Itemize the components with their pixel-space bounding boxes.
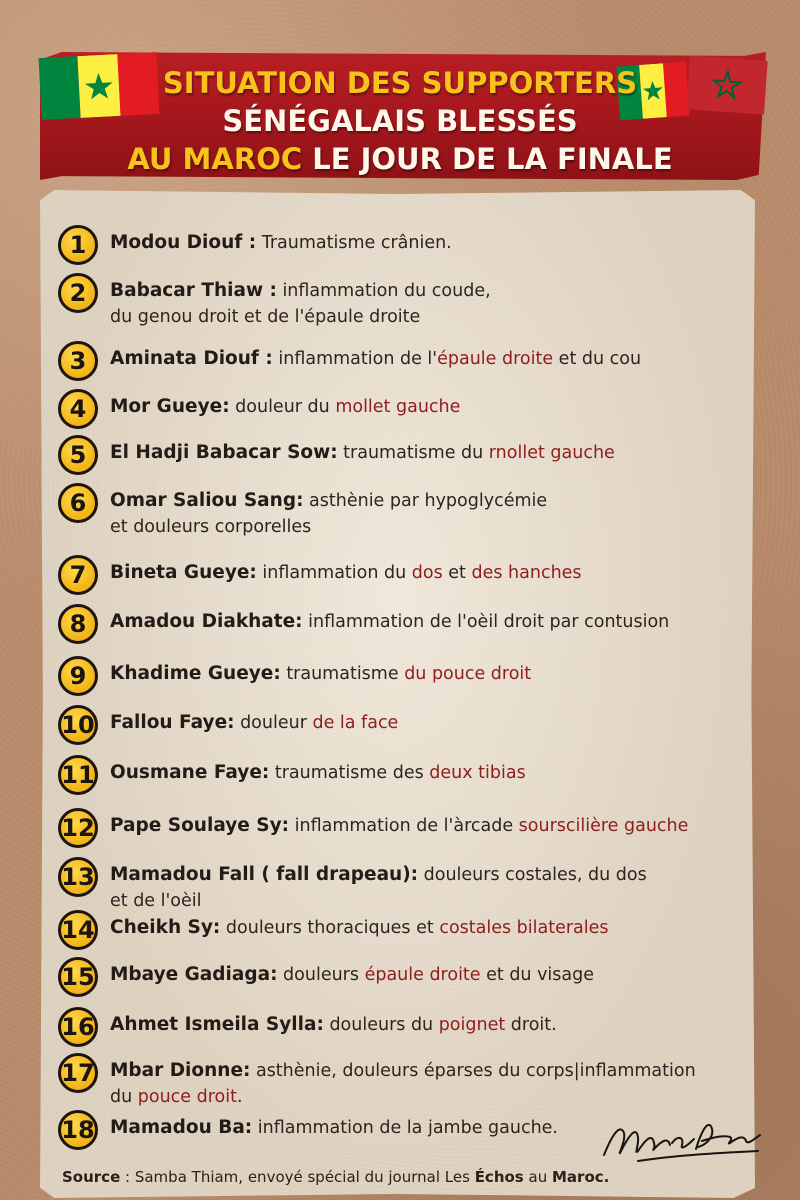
list-item [58,755,748,815]
injury-description: traumatisme du [337,443,489,463]
injury-description: deux tibias [429,763,526,783]
item-text [110,488,746,540]
supporter-name: Bineta Gueye: [110,562,257,583]
supporter-name: Amadou Diakhate: [110,611,303,632]
injury-description: douleurs costales, du dos [418,865,647,885]
injury-description-continued: pouce droit [137,1087,237,1107]
list-item [58,604,748,664]
number-badge: 4 [58,389,98,429]
supporter-name: Ousmane Faye: [110,762,270,783]
injury-description: et du visage [480,965,595,985]
injury-description: douleurs thoraciques [220,918,417,938]
injury-description: épaule droite [364,965,481,985]
item-text [110,1012,746,1038]
title-line-3-highlight: AU MAROC [127,142,303,176]
source-label: Source [62,1168,121,1186]
item-text [110,560,746,586]
item-text [110,346,746,372]
supporter-name: Mamadou Ba: [110,1117,253,1138]
item-text [110,710,746,736]
item-text [110,813,746,839]
injury-description: douleur du [229,397,336,417]
number-badge: 7 [58,555,98,595]
number-badge: 16 [58,1007,98,1047]
injury-description: droit. [505,1015,557,1035]
supporter-name: Modou Diouf : [110,232,257,253]
number-badge: 14 [58,910,98,950]
item-text [110,440,746,466]
list-item [58,483,748,543]
source-text-b: Échos [474,1168,524,1186]
injury-description-continued: du [110,1087,138,1107]
list-item [58,273,748,333]
item-text [110,661,746,687]
number-badge: 13 [58,857,98,897]
injury-description: inflammation de l'àrcade [289,816,519,836]
supporter-name: Mor Gueye: [110,396,230,417]
injury-description: Traumatisme crânien. [256,233,452,253]
injury-description: et [442,563,472,583]
item-text [110,862,746,914]
item-text [110,278,746,330]
title-line-1: SITUATION DES SUPPORTERS [162,66,638,100]
number-badge: 8 [58,604,98,644]
injury-description: traumatisme des [269,763,430,783]
injury-description: costales bilaterales [439,918,609,938]
number-badge: 12 [58,808,98,848]
injury-description-continued: . [236,1087,243,1107]
injury-description: douleurs du [323,1015,439,1035]
number-badge: 3 [58,341,98,381]
injury-description-continued: du genou droit et de l'épaule droite [110,307,421,327]
injury-description: de la face [312,713,399,733]
number-badge: 6 [58,483,98,523]
injury-description: inflammation de l'oèil droit par contusion [302,612,670,632]
list-item [58,1053,748,1113]
title-line-2: SÉNÉGALAIS BLESSÉS [222,104,578,138]
number-badge: 11 [58,755,98,795]
item-text [110,760,746,786]
item-text [110,609,746,635]
title-line-3-rest: LE JOUR DE LA FINALE [302,142,673,176]
page-title [120,64,680,178]
injury-description: et [416,918,440,938]
supporter-name: El Hadji Babacar Sow: [110,442,338,463]
item-text [110,1058,746,1110]
item-text [110,230,746,256]
supporter-name: Pape Soulaye Sy: [110,815,290,836]
number-badge: 1 [58,225,98,265]
injury-description: poignet [438,1015,506,1035]
injury-description: sourscilière gauche [518,816,689,836]
injury-description: mollet gauche [335,397,461,417]
injury-description: des hanches [471,563,582,583]
injury-description-continued: et de l'oèil [110,891,202,911]
item-text [110,962,746,988]
number-badge: 9 [58,656,98,696]
number-badge: 15 [58,957,98,997]
injury-description: asthènie par hypoglycémie [303,491,548,511]
injury-description: douleur [234,713,313,733]
supporter-name: Mbaye Gadiaga: [110,964,278,985]
source-sep: : [120,1168,135,1186]
injury-description: inflammation de la jambe gauche. [252,1118,558,1138]
number-badge: 17 [58,1053,98,1093]
number-badge: 10 [58,705,98,745]
supporter-name: Mbar Dionne: [110,1060,251,1081]
morocco-flag-icon [686,55,768,114]
title-line-3 [120,140,680,178]
supporter-name: Mamadou Fall ( fall drapeau): [110,864,419,885]
number-badge: 2 [58,273,98,313]
source-text-c: au [523,1168,552,1186]
supporter-name: Aminata Diouf : [110,348,273,369]
injury-description: du pouce droit [404,664,532,684]
number-badge: 5 [58,435,98,475]
supporter-name: Cheikh Sy: [110,917,221,938]
injury-description: inflammation du [256,563,412,583]
signature-icon [598,1115,766,1171]
injury-description: douleurs [277,965,365,985]
supporter-name: Fallou Faye: [110,712,235,733]
injury-description: épaule droite [437,349,554,369]
supporter-name: Omar Saliou Sang: [110,490,304,511]
source-credit [62,1168,609,1186]
supporter-name: Ahmet Ismeila Sylla: [110,1014,324,1035]
injury-description: inflammation du coude, [276,281,491,301]
injury-description: traumatisme [280,664,405,684]
injury-description-continued: et douleurs corporelles [110,517,312,537]
item-text [110,394,746,420]
item-text [110,915,746,941]
supporter-name: Babacar Thiaw : [110,280,277,301]
supporter-name: Khadime Gueye: [110,663,281,684]
source-text-d: Maroc. [552,1168,610,1186]
injury-description: dos [411,563,443,583]
injury-description: asthènie, douleurs éparses du corps|inflammation [250,1061,696,1081]
injury-description: rnollet gauche [488,443,615,463]
injury-description: et du cou [553,349,642,369]
number-badge: 18 [58,1110,98,1150]
injury-description: inflammation de l' [272,349,438,369]
source-text-a: Samba Thiam, envoyé spécial du journal Les [134,1168,475,1186]
list-item [58,857,748,917]
